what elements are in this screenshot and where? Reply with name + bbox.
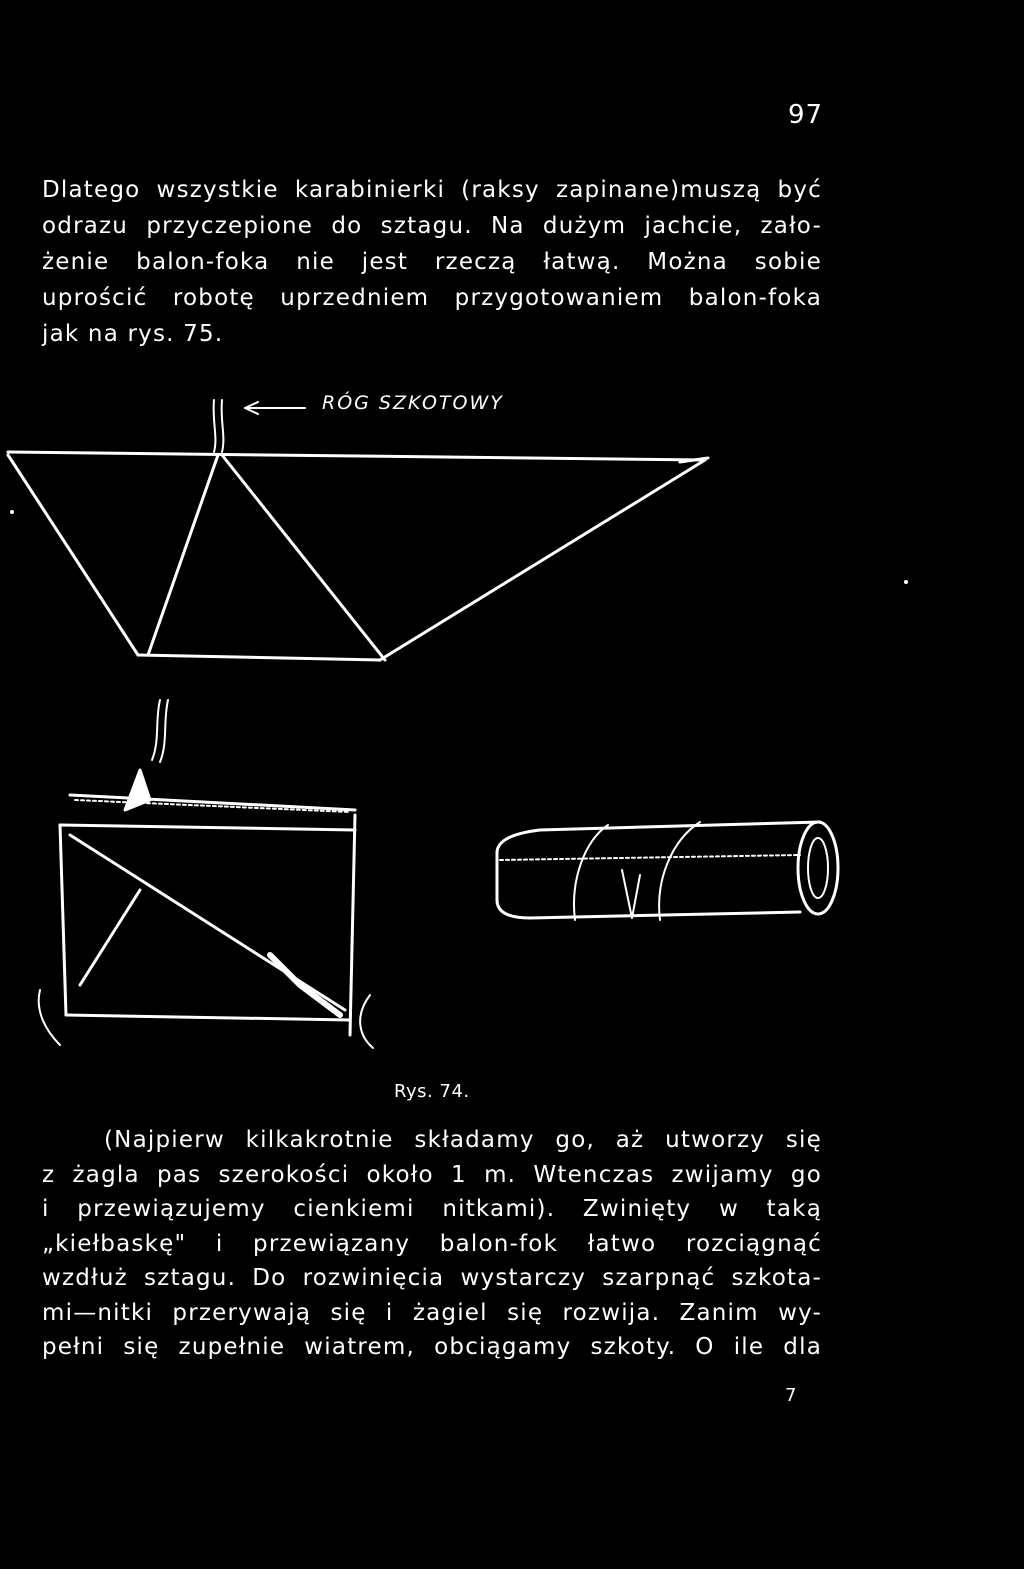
dot-mark [904,580,908,584]
paragraph-2 [42,1123,822,1365]
paragraph-line: Dlatego wszystkie karabinierki (raksy zapinane)muszą być [42,177,822,203]
printer-signature: 7 [785,1385,797,1406]
sail-drawing-top [8,400,708,660]
page-number: 97 [788,100,824,130]
paragraph-line: żenie balon-foka nie jest rzeczą łatwą. Można sobie [42,249,822,275]
dot-mark [10,510,14,514]
paragraph-line: odrazu przyczepione do sztagu. Na dużym jachcie, zało- [42,213,822,239]
sail-drawing-folded [39,700,373,1048]
paragraph-line: (Najpierw kilkakrotnie składamy go, aż utworzy się [104,1127,822,1153]
sail-figure [0,380,1024,1080]
sail-drawing-rolled [497,822,838,920]
paragraph-line: pełni się zupełnie wiatrem, obciągamy szkoty. O ile dla [42,1334,822,1360]
paragraph-line: mi—nitki przerywają się i żagiel się rozwija. Zanim wy- [42,1299,822,1326]
paragraph-line: „kiełbaskę" i przewiązany balon-fok łatwo rozciągnąć [42,1230,822,1257]
figure-caption: Rys. 74. [394,1081,470,1102]
paragraph-line: uprościć robotę uprzedniem przygotowaniem balon-foka [42,285,822,311]
figure-label-rog-szkotowy: RÓG SZKOTOWY [322,392,504,414]
paragraph-1 [42,172,822,352]
arrow-icon [245,402,305,414]
paragraph-line: z żagla pas szerokości około 1 m. Wtenczas zwijamy go [42,1161,822,1188]
paragraph-line: i przewiązujemy cienkiemi nitkami). Zwinięty w taką [42,1196,822,1222]
paragraph-line: wzdłuż sztagu. Do rozwinięcia wystarczy szarpnąć szkota- [42,1265,822,1291]
paragraph-line: jak na rys. 75. [42,321,224,347]
